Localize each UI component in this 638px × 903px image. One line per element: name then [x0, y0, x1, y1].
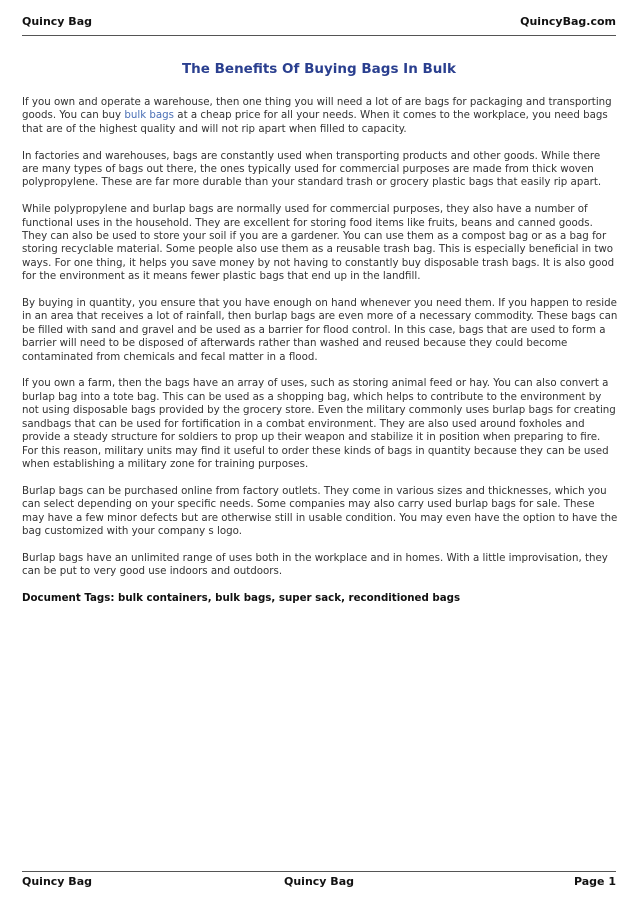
- paragraph-3: While polypropylene and burlap bags are normally used for commercial purposes, they also have a number of functional uses in the household. They are excellent for storing food items like fruits, beans and canned goods. They can also be used to store your soil if you are a gardener. You can use them as a compost bag or as a bag for storing recyclable material. Some people also use them as a reusable trash bag. This is especially beneficial in two ways. For one thing, it helps you save money by not having to constantly buy disposable trash bags. It is also good for the environment as it means fewer plastic bags that end up in the landfill.: [22, 203, 615, 283]
- header-domain: QuincyBag.com: [520, 15, 616, 28]
- page-header: [22, 15, 616, 36]
- article-body: [22, 96, 618, 619]
- paragraph-7: Burlap bags have an unlimited range of uses both in the workplace and in homes. With a little improvisation, they can be put to very good use indoors and outdoors.: [22, 551, 608, 578]
- paragraph-6: Burlap bags can be purchased online from factory outlets. They come in various sizes and thicknesses, which you can select depending on your specific needs. Some companies may also carry used burlap bags for sale. These may have a few minor defects but are otherwise still in usable condition. You may even have the option to have the bag customized with your company s logo.: [22, 484, 618, 537]
- footer-center-name: Quincy Bag: [284, 875, 354, 888]
- paragraph-4: By buying in quantity, you ensure that you have enough on hand whenever you need them. If you happen to reside in an area that receives a lot of rainfall, then burlap bags are even more of a necessary commodity. These bags can be filled with sand and gravel and be used as a barrier for flood control. In this case, bags that are used to form a barrier will need to be disposed of afterwards rather than washed and reused because they could become contaminated from chemicals and fecal matter in a flood.: [22, 297, 618, 363]
- footer-site-name: Quincy Bag: [22, 875, 92, 888]
- paragraph-2: In factories and warehouses, bags are constantly used when transporting products and other goods. While there are many types of bags out there, the ones typically used for commercial purposes are made from thick woven polypropylene. These are far more durable than your standard trash or grocery plastic bags that easily rip apart.: [22, 149, 602, 189]
- header-site-name: Quincy Bag: [22, 15, 92, 28]
- document-tags: Document Tags: bulk containers, bulk bags, super sack, reconditioned bags: [22, 591, 461, 604]
- document-title: The Benefits Of Buying Bags In Bulk: [181, 61, 457, 77]
- page-number: Page 1: [573, 875, 616, 888]
- paragraph-1: If you own and operate a warehouse, then one thing you will need a lot of are bags for packaging and transporting goods. You can buy bulk bags at a cheap price for all your needs. When it comes to the workplace, you need bags that are of the highest quality and will not rip apart when filled to capacity.: [22, 96, 612, 135]
- page-footer: [22, 871, 616, 888]
- bulk-bags-link[interactable]: bulk bags: [124, 109, 175, 122]
- paragraph-5: If you own a farm, then the bags have an array of uses, such as storing animal feed or hay. You can also convert a burlap bag into a tote bag. This can be used as a shopping bag, which helps to contribute to the environment by not using disposable bags provided by the grocery store. Even the military commonly uses burlap bags for creating sandbags that can be used for fortification in a combat environment. They are also used around foxholes and provide a steady structure for soldiers to prop up their weapon and stabilize it in position when preparing to fire. For this reason, military units may find it useful to order these kinds of bags in quantity because they can be used when establishing a military zone for training purposes.: [22, 377, 616, 470]
